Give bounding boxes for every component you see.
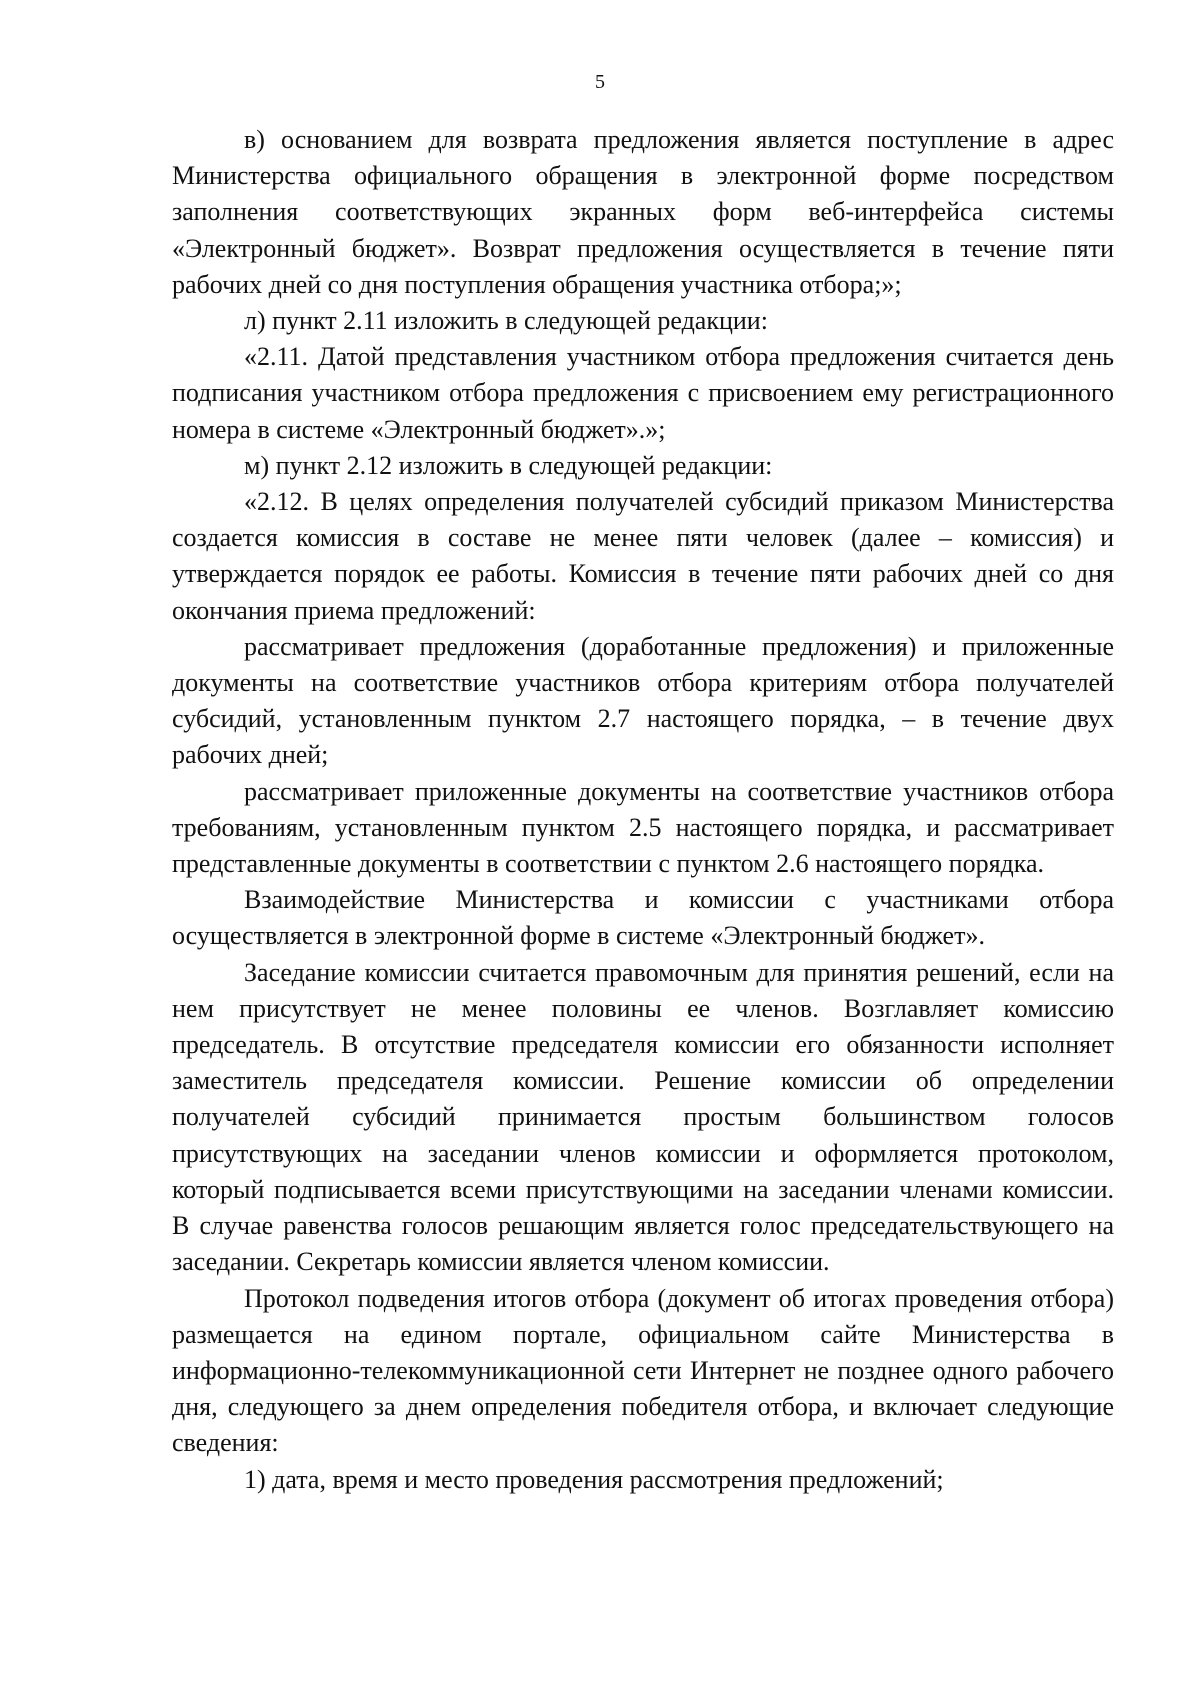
paragraph-interaction: Взаимодействие Министерства и комиссии с участниками отбора осуществляется в электронной форме в системе «Электронный бюджет». [172,885,1114,951]
paragraph-2-11: «2.11. Датой представления участником отбора предложения считается день подписания участником отбора предложения с присвоением ему регистрационного номера в системе «Электронный бюджет».»; [172,342,1114,444]
paragraph-2-12: «2.12. В целях определения получателей субсидий приказом Министерства создается комиссия в составе не менее пяти человек (далее – комиссия) и утверждается порядок ее работы. Комиссия в течение пяти рабочих дней со дня окончания приема предложений: [172,487,1114,625]
paragraph-list-item-1: 1) дата, время и место проведения рассмотрения предложений; [244,1464,944,1494]
page-number: 5 [595,71,605,93]
paragraph-item-m: м) пункт 2.12 изложить в следующей редакции: [244,450,773,480]
paragraph-reviews-proposals: рассматривает предложения (доработанные предложения) и приложенные документы на соответствие участников отбора критериям отбора получателей субсидий, установленным пунктом 2.7 настоящего порядка, – в течение двух рабочих дней; [172,631,1114,770]
paragraph-item-l: л) пункт 2.11 изложить в следующей редакции: [244,306,768,336]
paragraph-return-basis: в) основанием для возврата предложения является поступление в адрес Министерства официального обращения в электронной форме посредством заполнения соответствующих экранных форм веб-интерфейса системы «Электронный бюджет». Возврат предложения осуществляется в течение пяти рабочих дней со дня поступления обращения участника отбора;»; [172,125,1114,299]
paragraph-commission-meeting: Заседание комиссии считается правомочным для принятия решений, если на нем присутствует не менее половины ее членов. Возглавляет комиссию председатель. В отсутствие председателя комиссии его обязанности исполняет заместитель председателя комиссии. Решение комиссии об определении получателей субсидий принимается простым большинством голосов присутствующих на заседании членов комиссии и оформляется протоколом, который подписывается всеми присутствующими на заседании членами комиссии. В случае равенства голосов решающим является голос председательствующего на заседании. Секретарь комиссии является членом комиссии. [172,957,1114,1277]
paragraph-protocol: Протокол подведения итогов отбора (документ об итогах проведения отбора) размещается на едином портале, официальном сайте Министерства в информационно-телекоммуникационной сети Интернет не позднее одного рабочего дня, следующего за днем определения победителя отбора, и включает следующие сведения: [172,1283,1114,1458]
paragraph-reviews-documents: рассматривает приложенные документы на соответствие участников отбора требованиям, установленным пунктом 2.5 настоящего порядка, и рассматривает представленные документы в соответствии с пунктом 2.6 настоящего порядка. [172,776,1114,879]
document-body [172,122,1114,1498]
